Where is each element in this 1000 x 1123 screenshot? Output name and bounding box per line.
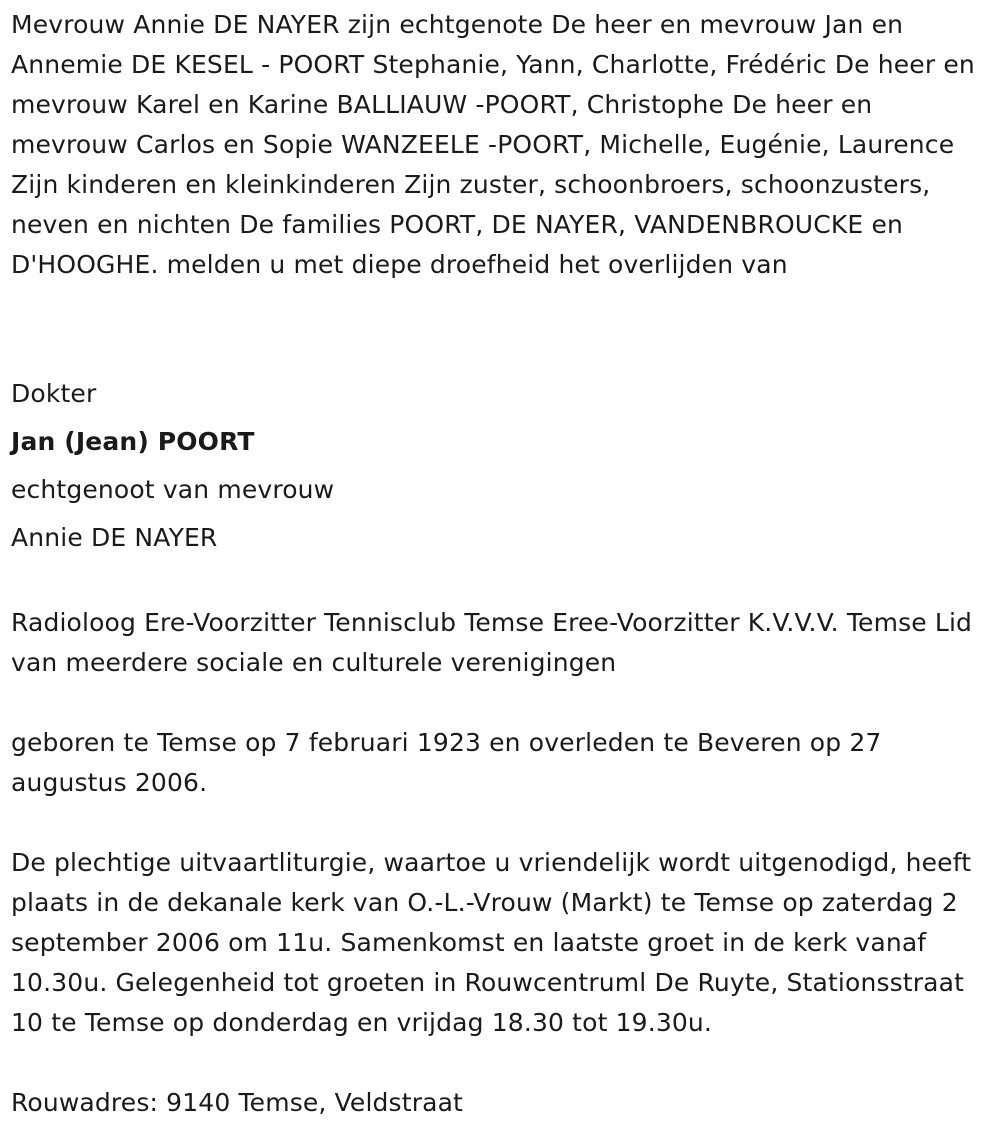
- mourning-address: Rouwadres: 9140 Temse, Veldstraat: [11, 1088, 464, 1117]
- birth-death-dates: geboren te Temse op 7 februari 1923 en overleden te Beveren op 27 augustus 2006.: [11, 728, 882, 797]
- spouse-name: Annie DE NAYER: [11, 523, 218, 552]
- family-announcement: Mevrouw Annie DE NAYER zijn echtgenote De heer en mevrouw Jan en Annemie DE KESEL - POORT Stephanie, Yann, Charlotte, Frédéric De heer en mevrouw Karel en Karine BALLIAUW -POORT, Christophe De heer en mevrouw Carlos en Sopie WANZEELE -POORT, Michelle, Eugénie, Laurence Zijn kinderen en kleinkinderen Zijn zuster, schoonbroers, schoonzusters, neven en nichten De families POORT, DE NAYER, VANDENBROUCKE en D'HOOGHE. melden u met diepe droefheid het overlijden van: [11, 10, 975, 279]
- deceased-title: Dokter: [11, 379, 97, 408]
- deceased-name: Jan (Jean) POORT: [11, 427, 255, 456]
- biography: Radioloog Ere-Voorzitter Tennisclub Temse Eree-Voorzitter K.V.V.V. Temse Lid van meerdere sociale en culturele verenigingen: [11, 608, 973, 677]
- funeral-details: De plechtige uitvaartliturgie, waartoe u vriendelijk wordt uitgenodigd, heeft plaats in de dekanale kerk van O.-L.-Vrouw (Markt) te Temse op zaterdag 2 september 2006 om 11u. Samenkomst en laatste groet in de kerk vanaf 10.30u. Gelegenheid tot groeten in Rouwcentruml De Ruyte, Stationsstraat 10 te Temse op donderdag en vrijdag 18.30 tot 19.30u.: [11, 848, 972, 1037]
- spouse-title: echtgenoot van mevrouw: [11, 475, 335, 504]
